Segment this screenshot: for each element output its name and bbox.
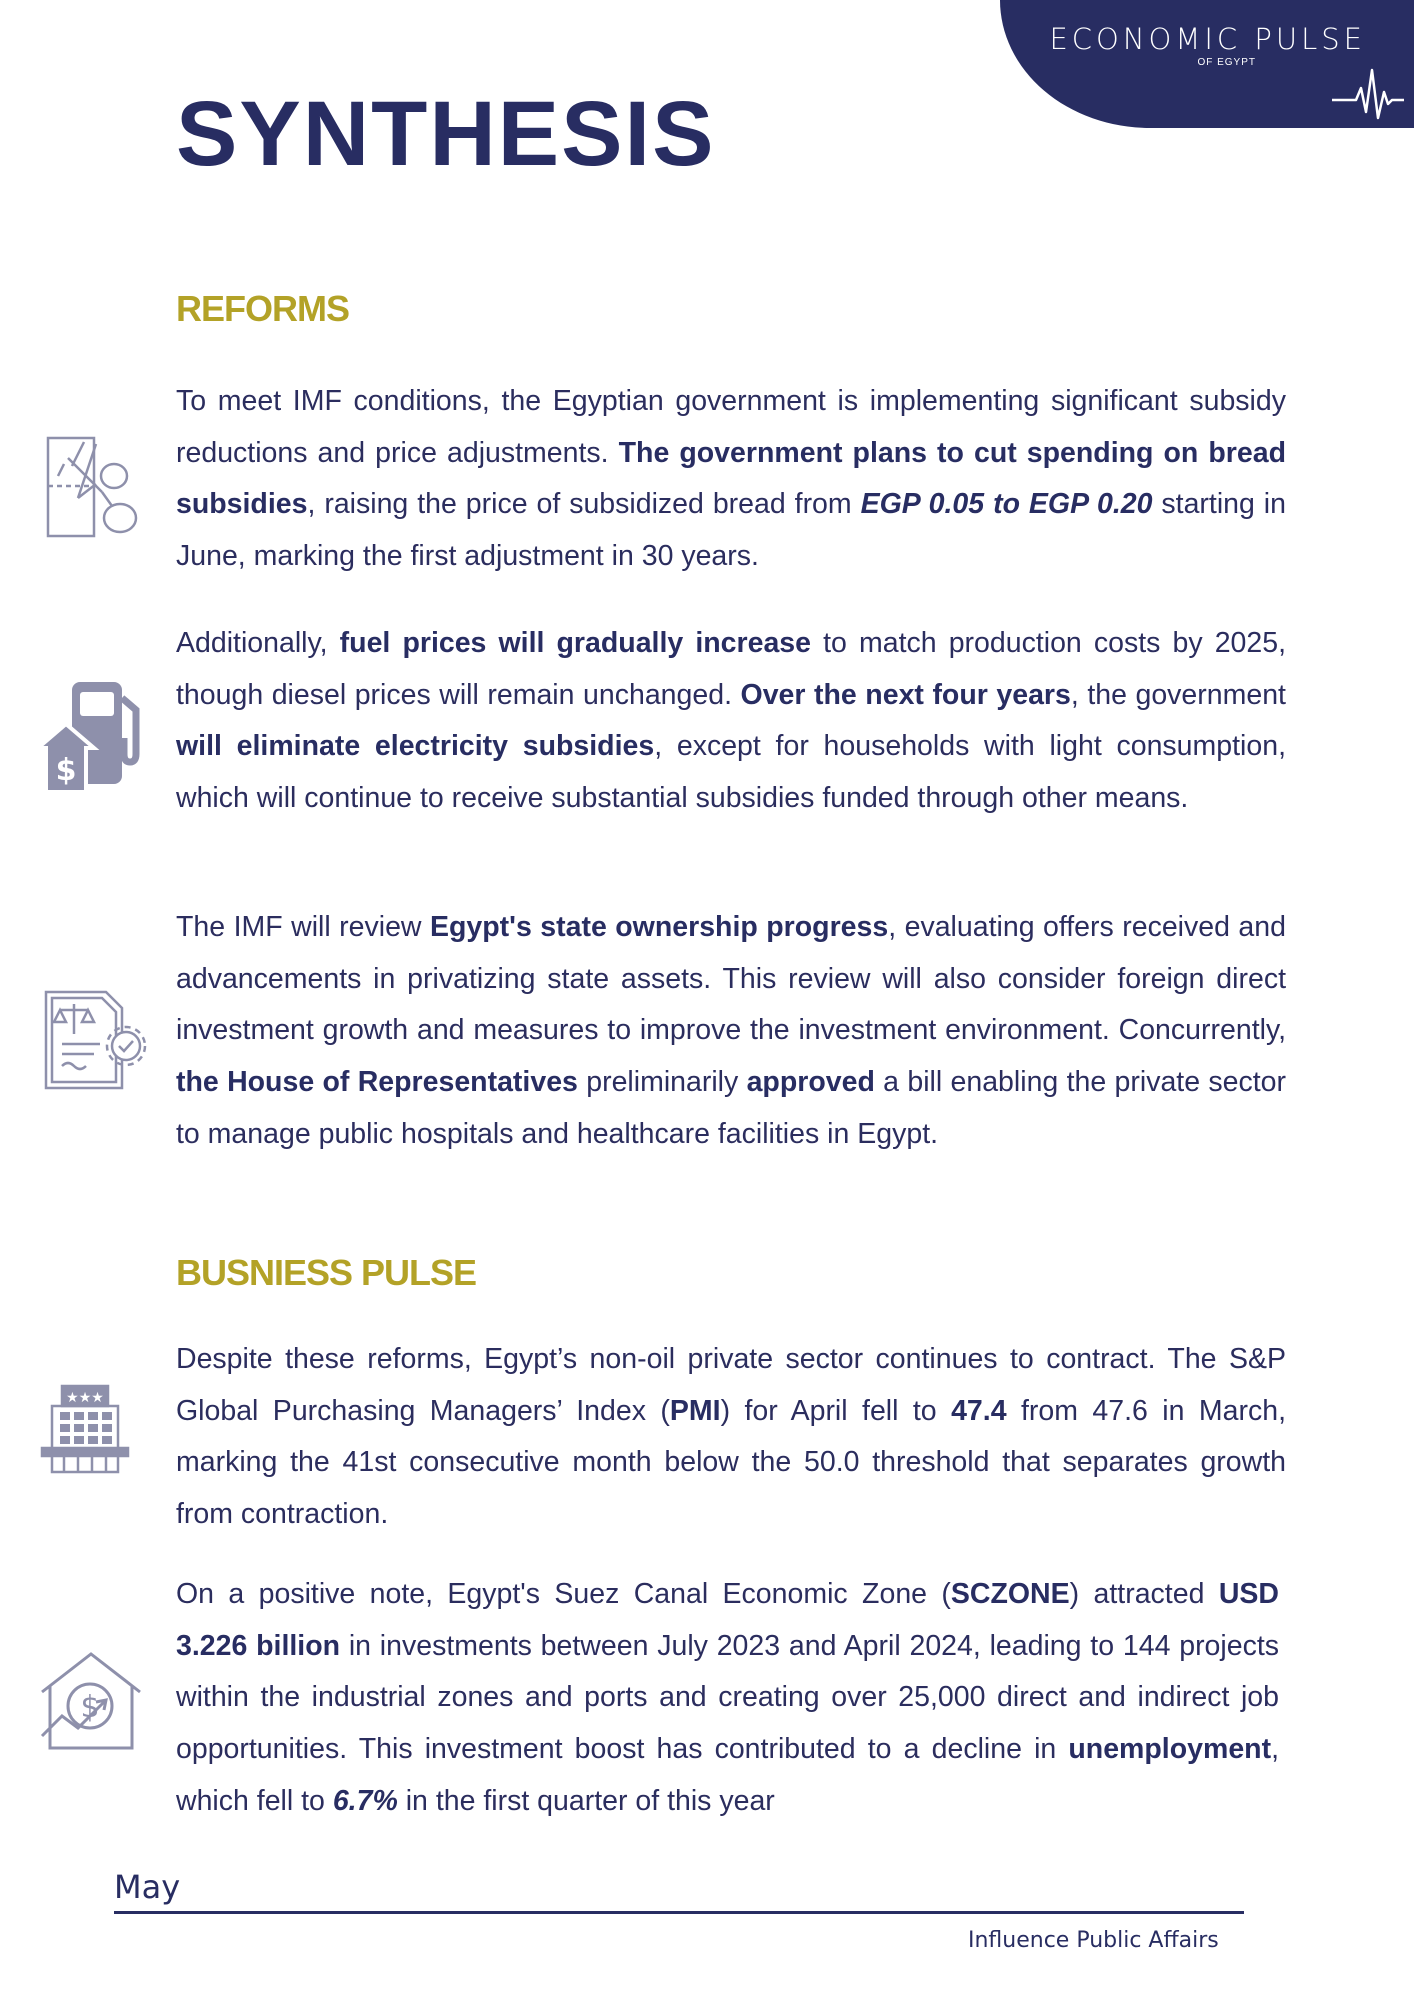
footer-month: May <box>114 1868 181 1906</box>
paragraph-bread-subsidies: To meet IMF conditions, the Egyptian government is implementing significant subsidy reductions and price adjustments. The government plans to cut spending on bread subsidies, raising the price of subsidized bread from EGP 0.05 to EGP 0.20 starting in June, marking the first adjustment in 30 years. <box>176 385 1286 573</box>
paragraph-fuel-electricity: Additionally, fuel prices will gradually increase to match production costs by 2025, though diesel prices will remain unchanged. Over the next four years, the government will eliminate electricity subsidies, except for households with light consumption, which will continue to receive substantial subsidies funded through other means. <box>176 627 1287 815</box>
brand-subtitle: OF EGYPT <box>1197 57 1256 68</box>
heartbeat-icon <box>1330 64 1406 122</box>
section-heading-reforms: REFORMS <box>176 288 349 329</box>
svg-text:★★★: ★★★ <box>66 1390 104 1406</box>
page-title: SYNTHESIS <box>176 83 716 185</box>
header-banner <box>1000 0 1414 128</box>
svg-text:$: $ <box>80 1690 100 1725</box>
footer-divider <box>114 1911 1244 1914</box>
section-heading-business-pulse: BUSNIESS PULSE <box>176 1252 477 1293</box>
footer-organization: Influence Public Affairs <box>968 1928 1219 1953</box>
legal-document-gear-icon <box>38 988 152 1092</box>
fuel-pump-icon <box>38 676 150 792</box>
scissors-icon <box>38 436 148 540</box>
paragraph-sczone: On a positive note, Egypt's Suez Canal Economic Zone (SCZONE) attracted USD 3.226 billion in investments between July 2023 and April 2024, leading to 144 projects within the industrial zones and ports and creating over 25,000 direct and indirect job opportunities. This investment boost has contributed to a decline in unemployment, which fell to 6.7% in the first quarter of this year <box>176 1578 1280 1817</box>
svg-text:$: $ <box>55 753 77 788</box>
building-icon <box>38 1382 132 1476</box>
paragraph-state-ownership: The IMF will review Egypt's state ownership progress, evaluating offers received and advancements in privatizing state assets. This review will also consider foreign direct investment growth and measures to improve the investment environment. Concurrently, the House of Representatives preliminarily approved a bill enabling the private sector to manage public hospitals and healthcare facilities in Egypt. <box>176 911 1286 1150</box>
paragraph-pmi: Despite these reforms, Egypt’s non-oil private sector continues to contract. The S&P Global Purchasing Managers’ Index (PMI) for April fell to 47.4 from 47.6 in March, marking the 41st consecutive month below the 50.0 threshold that separates growth from contraction. <box>176 1343 1287 1531</box>
house-investment-icon <box>38 1650 144 1752</box>
brand-title: ECONOMIC PULSE <box>1049 22 1366 56</box>
